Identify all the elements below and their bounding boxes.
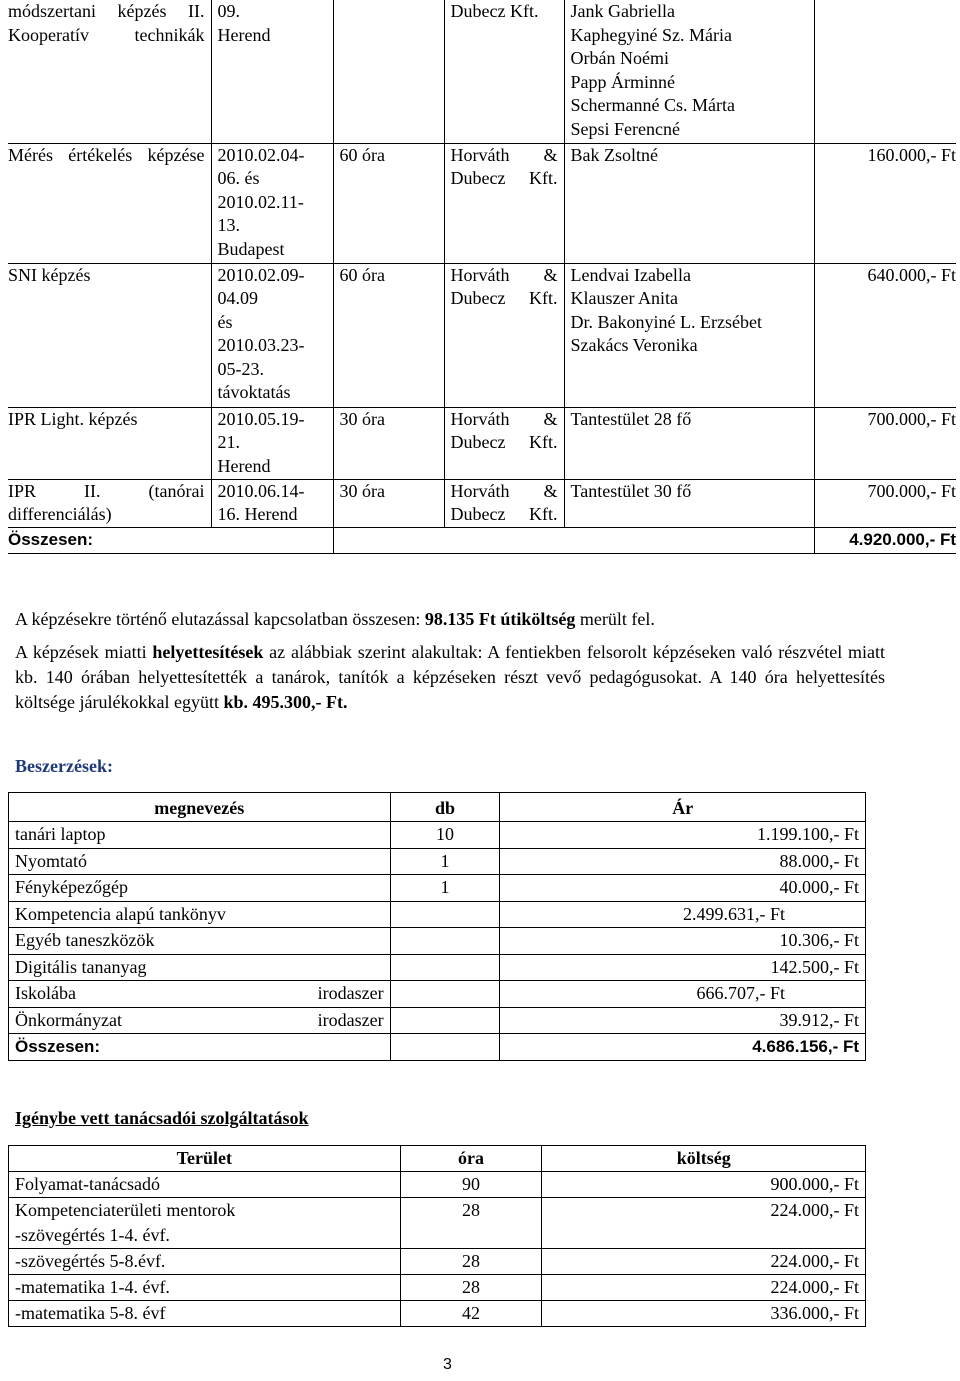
training-hours: 60 óra [333, 263, 444, 407]
area-name: Folyamat-tanácsadó [9, 1172, 401, 1198]
item-name: Digitális tananyag [9, 954, 391, 981]
item-name-word: Önkormányzat [15, 1009, 122, 1030]
item-qty [390, 954, 500, 981]
purchases-total-value: 4.686.156,- Ft [500, 1034, 866, 1061]
training-total-label: Összesen: [8, 527, 333, 553]
area-hours: 28 [400, 1275, 542, 1301]
item-price: 39.912,- Ft [500, 1007, 866, 1034]
empty-cell [333, 527, 814, 553]
item-price: 88.000,- Ft [500, 848, 866, 875]
column-header: költség [542, 1146, 866, 1172]
item-name [9, 1007, 391, 1034]
item-name: tanári laptop [9, 822, 391, 849]
table-total-row [9, 1034, 866, 1061]
training-name: IPR II. (tanórai differenciálás) [8, 479, 211, 527]
item-name-word: irodaszer [317, 1009, 384, 1030]
purchases-heading: Beszerzések: [15, 756, 113, 776]
training-hours: 60 óra [333, 143, 444, 263]
table-row [9, 1007, 866, 1034]
table-row [8, 407, 956, 479]
item-qty [390, 928, 500, 955]
training-provider: Horváth & Dubecz Kft. [444, 407, 564, 479]
column-header: db [390, 793, 500, 822]
table-row [8, 143, 956, 263]
table-row [8, 263, 956, 407]
empty-cell [390, 1034, 500, 1061]
area-cost: 900.000,- Ft [542, 1172, 866, 1198]
item-price: 40.000,- Ft [500, 875, 866, 902]
item-name [9, 981, 391, 1008]
training-cost: 160.000,- Ft [814, 143, 956, 263]
table-row [9, 981, 866, 1008]
column-header: megnevezés [9, 793, 391, 822]
area-name: -matematika 1-4. évf. [9, 1275, 401, 1301]
item-price: 10.306,- Ft [500, 928, 866, 955]
training-provider: Horváth & Dubecz Kft. [444, 143, 564, 263]
column-header: óra [400, 1146, 542, 1172]
item-price: 1.199.100,- Ft [500, 822, 866, 849]
area-name: -matematika 5-8. évf [9, 1301, 401, 1327]
table-row [9, 1301, 866, 1327]
training-date: 2010.02.04- 06. és 2010.02.11- 13. Budapest [211, 143, 333, 263]
area-hours: 42 [400, 1301, 542, 1327]
item-name-word: Iskolába [15, 983, 76, 1003]
table-header-row [9, 793, 866, 822]
training-name: IPR Light. képzés [8, 407, 211, 479]
training-name: módszertani képzés II. Kooperatív technikák [8, 0, 211, 143]
purchases-table [8, 792, 866, 1061]
item-qty [390, 1007, 500, 1034]
table-row [9, 954, 866, 981]
table-row [8, 527, 956, 553]
table-row [9, 1198, 866, 1249]
substitution-cost: kb. 495.300,- Ft. [223, 692, 348, 712]
training-cost: 700.000,- Ft [814, 407, 956, 479]
training-participants: Jank Gabriella Kaphegyiné Sz. Mária Orbán Noémi Papp Árminné Schermanné Cs. Márta Sepsi Ferencné [564, 0, 814, 143]
table-row [9, 901, 866, 928]
item-price: 666.707,- Ft [500, 981, 866, 1008]
item-name: Kompetencia alapú tankönyv [9, 901, 391, 928]
training-participants: Tantestület 30 fő [564, 479, 814, 527]
area-name: -szövegértés 5-8.évf. [9, 1249, 401, 1275]
training-provider: Horváth & Dubecz Kft. [444, 479, 564, 527]
substitution-paragraph [15, 640, 885, 715]
area-cost: 224.000,- Ft [542, 1198, 866, 1249]
item-qty: 10 [390, 822, 500, 849]
area-cost: 224.000,- Ft [542, 1275, 866, 1301]
travel-paragraph [15, 607, 885, 632]
training-date: 2010.02.09- 04.09 és 2010.03.23- 05-23. távoktatás [211, 263, 333, 407]
training-cost: 700.000,- Ft [814, 479, 956, 527]
area-cost: 224.000,- Ft [542, 1249, 866, 1275]
item-name-word: irodaszer [317, 983, 384, 1003]
table-row [8, 479, 956, 527]
item-qty [390, 981, 500, 1008]
training-participants: Bak Zsoltné [564, 143, 814, 263]
training-date: 2010.05.19- 21. Herend [211, 407, 333, 479]
training-participants: Lendvai Izabella Klauszer Anita Dr. Bakonyiné L. Erzsébet Szakács Veronika [564, 263, 814, 407]
training-name: Mérés értékelés képzése [8, 143, 211, 263]
item-name: Fényképezőgép [9, 875, 391, 902]
substitution-bold: helyettesítések [152, 642, 264, 662]
table-row [9, 848, 866, 875]
training-provider: Horváth & Dubecz Kft. [444, 263, 564, 407]
consulting-heading: Igénybe vett tanácsadói szolgáltatások [15, 1108, 309, 1128]
table-row [9, 822, 866, 849]
item-qty: 1 [390, 848, 500, 875]
training-participants: Tantestület 28 fő [564, 407, 814, 479]
training-table [8, 0, 956, 554]
training-date: 2010.06.14- 16. Herend [211, 479, 333, 527]
training-hours: 30 óra [333, 479, 444, 527]
page-number: 3 [443, 1356, 452, 1373]
travel-amount: 98.135 Ft útiköltség [424, 609, 576, 629]
table-header-row [9, 1146, 866, 1172]
training-hours [333, 0, 444, 143]
table-row [9, 928, 866, 955]
table-row [9, 1172, 866, 1198]
consulting-table [8, 1145, 866, 1327]
area-name: Kompetenciaterületi mentorok -szövegértés 1-4. évf. [9, 1198, 401, 1249]
training-name: SNI képzés [8, 263, 211, 407]
training-provider: Dubecz Kft. [444, 0, 564, 143]
area-cost: 336.000,- Ft [542, 1301, 866, 1327]
column-header: Terület [9, 1146, 401, 1172]
substitution-text: A képzések miatti [15, 642, 153, 662]
item-price: 2.499.631,- Ft [500, 901, 866, 928]
travel-text-end: merült fel. [575, 609, 655, 629]
training-cost: 640.000,- Ft [814, 263, 956, 407]
area-hours: 28 [400, 1249, 542, 1275]
table-row [8, 0, 956, 143]
column-header: Ár [500, 793, 866, 822]
table-row [9, 1249, 866, 1275]
item-name: Nyomtató [9, 848, 391, 875]
item-qty: 1 [390, 875, 500, 902]
item-qty [390, 901, 500, 928]
substitution-text-2: az alábbiak szerint alakultak: A fentiekben felsorolt képzéseken való részvétel miatt kb. 140 órában helyettesítették a tanárok, tanítók a képzéseken részt vevő pedagógusokat. A 140 óra helyettesítés költsége járulékokkal együtt [15, 642, 885, 712]
training-cost [814, 0, 956, 143]
table-row [9, 875, 866, 902]
area-hours: 90 [400, 1172, 542, 1198]
area-hours: 28 [400, 1198, 542, 1249]
purchases-total-label: Összesen: [9, 1034, 391, 1061]
item-name: Egyéb taneszközök [9, 928, 391, 955]
travel-text: A képzésekre történő elutazással kapcsolatban összesen: [15, 609, 425, 629]
training-total-value: 4.920.000,- Ft [814, 527, 956, 553]
item-price: 142.500,- Ft [500, 954, 866, 981]
training-date: 09. Herend [211, 0, 333, 143]
training-hours: 30 óra [333, 407, 444, 479]
table-row [9, 1275, 866, 1301]
